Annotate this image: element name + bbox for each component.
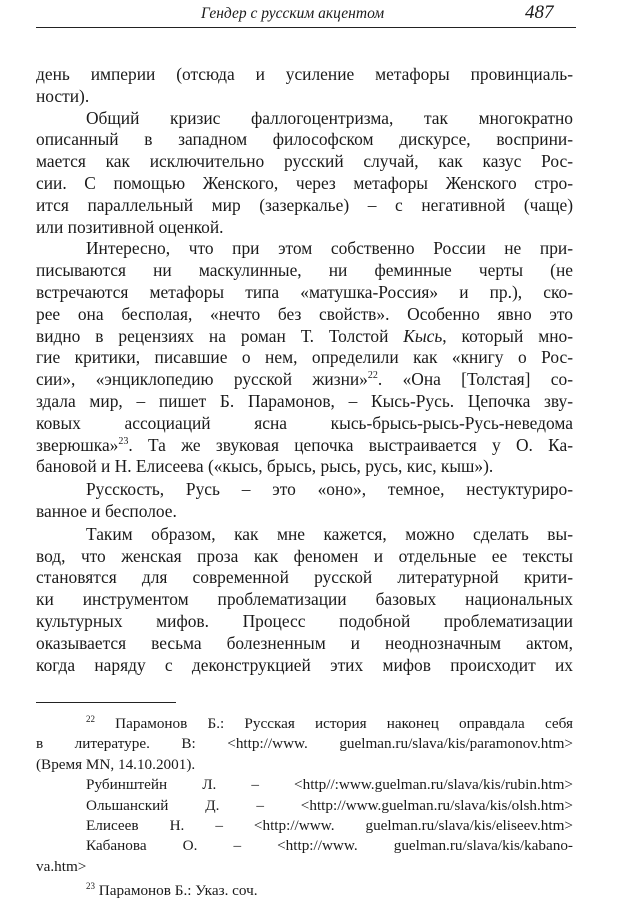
footnote-line: Рубинштейн Л. – <http//:www.guelman.ru/slava/kis/rubin.htm> — [86, 776, 573, 794]
paragraph-first-line: Интересно, что при этом собственно России не при- — [86, 238, 573, 259]
text-line: встречаются метафоры типа «матушка-Россия» и пр.), ско- — [36, 281, 573, 302]
text-line: когда наряду с деконструкцией этих мифов происходит их — [36, 654, 573, 675]
text-line: здала мир, – пишет Б. Парамонов, – Кысь-Русь. Цепочка зву- — [36, 390, 573, 411]
paragraph-first-line: Русскость, Русь – это «оно», темное, нестуктуриро- — [86, 479, 573, 500]
text-line: описанный в западном философском дискурсе, восприни- — [36, 129, 573, 150]
header-rule — [36, 27, 576, 28]
footnote-line: (Время MN, 14.10.2001). — [36, 755, 196, 773]
text-line — [36, 435, 573, 457]
text-line: или позитивной оценкой. — [36, 216, 224, 237]
text-line: бановой и Н. Елисеева («кысь, брысь, рысь, русь, кис, кыш»). — [36, 456, 494, 477]
text-line: писываются ни маскулинные, ни феминные черты (не — [36, 260, 573, 281]
footnote-line: Елисеев Н. – <http://www. guelman.ru/slava/kis/eliseev.htm> — [86, 816, 573, 834]
text-line: день империи (отсюда и усиление метафоры провинциаль- — [36, 64, 573, 84]
body-text — [36, 64, 573, 676]
text-line: становятся для современной русской литературной крити- — [36, 567, 573, 588]
text-line: оказывается весьма болезненным и неоднозначным актом, — [36, 632, 573, 653]
text-run: зверюшка» — [36, 434, 119, 455]
text-line — [36, 369, 573, 391]
text-line: мается как исключительно русский случай, как казус Рос- — [36, 151, 573, 172]
footnote-line: Кабанова О. – <http://www. guelman.ru/slava/kis/kabano- — [86, 837, 573, 855]
text-line: культурных мифов. Процесс подобной проблематизации — [36, 610, 573, 631]
footnote-text: Парамонов Б.: Русская история наконец оправдала себя — [95, 715, 573, 732]
text-line: сии. С помощью Женского, через метафоры Женского стро- — [36, 172, 573, 193]
header-title: Гендер с русским акцентом — [201, 5, 385, 22]
novel-title: Кысь — [403, 325, 443, 346]
text-line — [36, 326, 573, 348]
footnote-rule — [36, 702, 176, 703]
text-run: . «Она [Толстая] со- — [377, 369, 574, 390]
running-header — [36, 0, 576, 26]
footnote-line: в литературе. В: <http://www. guelman.ru/slava/kis/paramonov.htm> — [36, 735, 573, 753]
paragraph-first-line: Общий кризис фаллогоцентризма, так многократно — [86, 107, 573, 128]
page-number: 487 — [525, 2, 554, 23]
text-run: видно в рецензиях на роман Т. Толстой — [36, 325, 404, 346]
text-run: , который мно- — [442, 325, 574, 346]
text-line: ности). — [36, 85, 90, 106]
footnote-text: Парамонов Б.: Указ. соч. — [95, 882, 258, 900]
text-line: ится параллельный мир (зазеркалье) – с негативной (чаще) — [36, 194, 573, 215]
text-run: сии», «энциклопедию русской жизни» — [36, 369, 368, 390]
footnote-line: Ольшанский Д. – <http://www.guelman.ru/slava/kis/olsh.htm> — [86, 796, 573, 814]
footnotes — [36, 714, 573, 902]
footnote-ref: 22 — [367, 370, 378, 382]
footnote-number: 23 — [86, 881, 95, 892]
footnote-22 — [36, 714, 573, 734]
text-line: рее она бесполая, «нечто без свойств». Особенно явно это — [36, 303, 573, 324]
text-line: ки инструментом проблематизации базовых национальных — [36, 589, 573, 610]
text-line: ванное и бесполое. — [36, 500, 177, 521]
text-line: гие критики, писавшие о нем, определили как «книгу о Рос- — [36, 347, 573, 368]
paragraph-first-line: Таким образом, как мне кажется, можно сделать вы- — [86, 523, 573, 544]
text-line: вод, что женская проза как феномен и отдельные ее тексты — [36, 545, 573, 566]
footnote-number: 22 — [86, 714, 95, 724]
footnote-23 — [36, 881, 573, 901]
text-line: ковых ассоциаций ясна кысь-брысь-рысь-Русь-неведома — [36, 412, 573, 433]
footnote-ref: 23 — [118, 435, 129, 447]
footnote-line: va.htm> — [36, 857, 87, 875]
text-run: . Та же звуковая цепочка выстраивается у О. Ка- — [128, 434, 573, 455]
